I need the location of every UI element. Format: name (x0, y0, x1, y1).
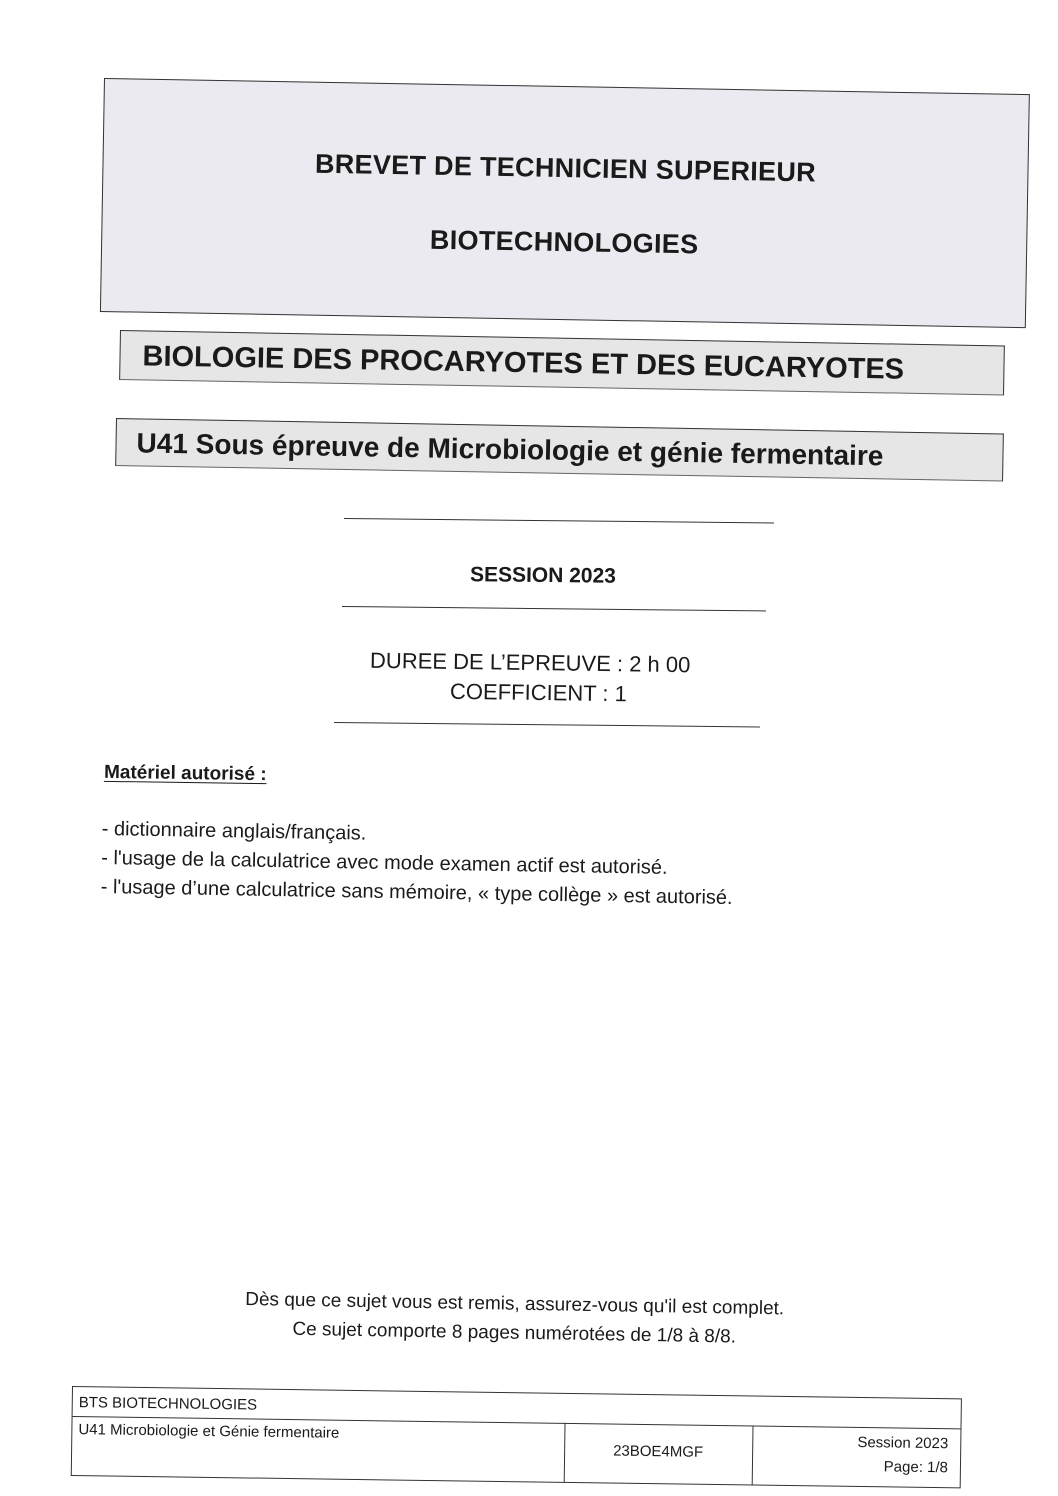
materials-list (100, 815, 861, 915)
subject-subtitle: U41 Sous épreuve de Microbiologie et génie fermentaire (115, 418, 1004, 481)
list-item: - l'usage d’une calculatrice sans mémoire, « type collège » est autorisé. (100, 875, 733, 910)
footer-exam-name: BTS BIOTECHNOLOGIES (78, 1394, 258, 1414)
list-item: - l'usage de la calculatrice avec mode examen actif est autorisé. (101, 846, 668, 879)
materials-heading: Matériel autorisé : (103, 761, 267, 786)
subject-title: BIOLOGIE DES PROCARYOTES ET DES EUCARYOTES (119, 330, 1005, 395)
title-box (100, 78, 1030, 328)
footer-page-number: Page: 1/8 (883, 1458, 949, 1477)
duration-label: DUREE DE L’EPREUVE : 2 h 00 (369, 647, 691, 678)
footer-code: 23BOE4MGF (613, 1442, 704, 1461)
coefficient-label: COEFFICIENT : 1 (449, 678, 628, 707)
footer-unit: U41 Microbiologie et Génie fermentaire (78, 1421, 340, 1442)
diploma-title: BREVET DE TECHNICIEN SUPERIEUR (314, 148, 817, 188)
specialty-title: BIOTECHNOLOGIES (429, 224, 699, 260)
completeness-notice (189, 1284, 840, 1353)
divider (342, 606, 766, 611)
divider (344, 518, 774, 524)
footer-session: Session 2023 (857, 1433, 949, 1453)
session-label: SESSION 2023 (469, 563, 617, 588)
notice-line: Dès que ce sujet vous est remis, assurez-vous qu'il est complet. (245, 1288, 785, 1320)
footer-table (71, 1386, 962, 1488)
list-item: - dictionnaire anglais/français. (101, 817, 367, 845)
notice-line: Ce sujet comporte 8 pages numérotées de 1/8 à 8/8. (292, 1318, 737, 1348)
divider (334, 722, 760, 727)
